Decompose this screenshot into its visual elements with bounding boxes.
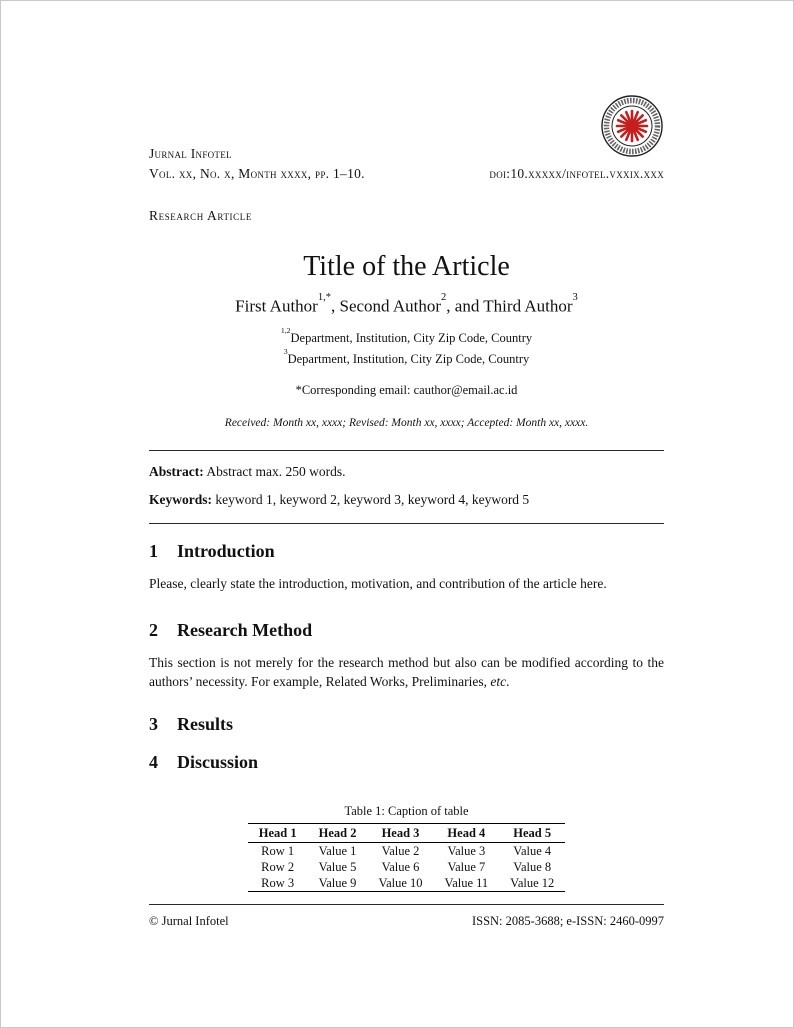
author-separator: , and (446, 296, 484, 316)
page-footer (149, 904, 664, 929)
section-body-introduction: Please, clearly state the introduction, motivation, and contribution of the article here. (149, 575, 607, 591)
section-number: 3 (149, 713, 158, 734)
table-header-cell: Head 1 (258, 825, 297, 840)
table-header-cell: Head 5 (513, 825, 552, 840)
section-heading-introduction (149, 540, 664, 562)
section-body-research-method (149, 653, 664, 691)
affiliation-superscript: 3 (283, 346, 288, 356)
table-cell: Value 6 (381, 859, 420, 874)
table-cell: Row 3 (261, 875, 295, 890)
doi-text: doi:10.xxxxx/infotel.vxxix.xxx (489, 166, 664, 181)
table-cell: Value 12 (510, 875, 555, 890)
affiliations-block (149, 326, 664, 368)
table-header-cell: Head 3 (381, 825, 420, 840)
affiliation-superscript: 1,2 (280, 325, 291, 335)
section-number: 2 (149, 619, 158, 640)
table-header-row (248, 823, 566, 842)
section-body-end: . (506, 673, 510, 689)
journal-name: Jurnal Infotel (149, 146, 232, 161)
abstract-line (149, 463, 664, 481)
corresponding-email: *Corresponding email: cauthor@email.ac.id (295, 382, 518, 397)
table-body (248, 842, 566, 891)
section-title: Research Method (177, 619, 313, 640)
article-history: Received: Month xx, xxxx; Revised: Month xx, xxxx; Accepted: Month xx, xxxx. (224, 416, 589, 429)
table-cell: Value 1 (318, 843, 357, 858)
table-row (248, 859, 566, 875)
keywords-label: Keywords: (149, 491, 212, 507)
volume-info: Vol. xx, No. x, Month xxxx, pp. 1–10. (149, 166, 365, 181)
article-type-label: Research Article (149, 208, 252, 223)
affiliation-line (149, 326, 664, 347)
table-cell: Row 1 (261, 843, 295, 858)
footer-copyright: © Jurnal Infotel (149, 914, 229, 928)
table-cell: Value 5 (318, 859, 357, 874)
author-name: Second Author (339, 296, 442, 316)
table-cell: Value 4 (513, 843, 552, 858)
section-number: 1 (149, 540, 158, 561)
table-header-cell: Head 2 (318, 825, 357, 840)
affiliation-line (149, 347, 664, 368)
divider-abstract (149, 523, 664, 524)
abstract-text: Abstract max. 250 words. (203, 463, 346, 479)
table-cell: Value 9 (318, 875, 357, 890)
volume-doi-row (149, 166, 664, 182)
table-cell: Value 8 (513, 859, 552, 874)
keywords-line (149, 491, 664, 509)
section-body-text: This section is not merely for the research method but also can be modified according to the authors’ necessity. For example, Related Works, Preliminaries, (149, 654, 664, 689)
article-title: Title of the Article (303, 251, 510, 282)
paper-content (149, 1, 664, 892)
section-heading-research-method (149, 619, 664, 641)
table-cell: Value 10 (378, 875, 423, 890)
table-cell: Value 7 (447, 859, 486, 874)
section-heading-discussion (149, 751, 664, 773)
keywords-text: keyword 1, keyword 2, keyword 3, keyword 4, keyword 5 (212, 491, 530, 507)
table-head (248, 823, 566, 842)
footer-issn: ISSN: 2085-3688; e-ISSN: 2460-0997 (471, 914, 664, 928)
table-caption: Table 1: Caption of table (344, 803, 469, 818)
author-name: First Author (235, 296, 318, 316)
author-superscript: 1,* (317, 291, 331, 303)
table-row (248, 842, 566, 859)
section-heading-results (149, 713, 664, 735)
table-row (248, 875, 566, 892)
table-header-cell: Head 4 (447, 825, 486, 840)
author-separator: , (331, 296, 340, 316)
section-title: Introduction (177, 540, 275, 561)
table-cell: Row 2 (261, 859, 295, 874)
section-title: Results (177, 713, 234, 734)
abstract-label: Abstract: (149, 463, 204, 479)
section-title: Discussion (177, 751, 259, 772)
results-table (248, 823, 566, 892)
authors-line (149, 292, 664, 318)
author-superscript: 2 (441, 291, 447, 303)
table-cell: Value 2 (381, 843, 420, 858)
affiliation-text: Department, Institution, City Zip Code, Country (290, 330, 533, 345)
section-number: 4 (149, 751, 158, 772)
author-name: Third Author (483, 296, 573, 316)
section-body-emphasis: etc (490, 673, 507, 689)
table-cell: Value 3 (447, 843, 486, 858)
author-superscript: 3 (572, 291, 578, 303)
affiliation-text: Department, Institution, City Zip Code, Country (287, 351, 530, 366)
table-cell: Value 11 (444, 875, 489, 890)
divider-top (149, 450, 664, 451)
